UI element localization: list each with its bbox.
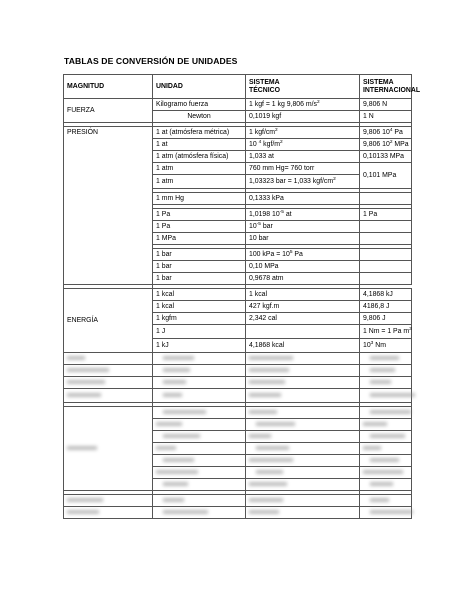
cell-internacional: 1 N — [360, 111, 412, 123]
cell-unidad: 1 bar — [153, 273, 246, 285]
header-sistema-tecnico — [246, 75, 360, 99]
blurred-text — [249, 458, 293, 462]
blurred-text — [163, 393, 182, 397]
cell-text-tail: MPa — [392, 140, 409, 148]
blurred-text — [249, 482, 287, 486]
blurred-text — [256, 446, 289, 450]
cell-tecnico — [246, 249, 360, 261]
cell-tecnico — [246, 139, 360, 151]
header-internacional-line1: SISTEMA — [363, 78, 394, 86]
cell-superscript: -5 — [279, 209, 284, 215]
cell-tecnico: 0,1333 kPa — [246, 193, 360, 205]
cell-tecnico: 2,342 cal — [246, 313, 360, 325]
cell-tecnico — [246, 99, 360, 111]
cell-superscript: 3 — [409, 326, 412, 332]
cell-text-tail: Pa — [392, 128, 403, 136]
blurred-text — [67, 446, 97, 450]
blurred-text — [370, 458, 399, 462]
cell-text: 9,806 10 — [363, 128, 390, 136]
blurred-text — [249, 434, 271, 438]
cell-superscript: -5 — [256, 221, 261, 227]
cell-unidad: Newton — [153, 111, 246, 123]
blurred-text — [249, 393, 281, 397]
header-tecnico-line1: SISTEMA — [249, 78, 280, 86]
cell-superscript: 2 — [389, 139, 393, 145]
magnitud-presion: PRESIÓN — [64, 127, 153, 285]
cell-unidad: 1 atm — [153, 163, 246, 175]
blurred-text — [370, 482, 393, 486]
blurred-text — [249, 410, 277, 414]
cell-internacional: 4186,8 J — [360, 301, 412, 313]
blurred-text — [249, 380, 285, 384]
cell-internacional: 1 Pa — [360, 209, 412, 221]
blurred-text — [163, 356, 194, 360]
cell-superscript: 2 — [280, 139, 283, 145]
blurred-text — [249, 368, 289, 372]
blurred-text — [363, 446, 381, 450]
cell-text: 1,03323 bar = 1,033 kgf/cm — [249, 177, 334, 185]
header-row — [64, 75, 412, 99]
cell-unidad: 1 Pa — [153, 221, 246, 233]
cell-text: 1,0198 10 — [249, 210, 280, 218]
cell-internacional — [360, 339, 412, 353]
cell-text: 10 — [363, 341, 371, 349]
blurred-text — [156, 470, 198, 474]
blurred-text — [370, 410, 411, 414]
cell-unidad: 1 bar — [153, 249, 246, 261]
cell-superscript: 2 — [333, 176, 336, 182]
cell-tecnico: 10 bar — [246, 233, 360, 245]
cell-internacional: 4,1868 kJ — [360, 289, 412, 301]
cell-superscript: 5 — [289, 249, 293, 255]
blurred-text — [163, 434, 200, 438]
cell-tecnico: 1 kcal — [246, 289, 360, 301]
cell-internacional — [360, 273, 412, 285]
cell-tecnico: 427 kgf.m — [246, 301, 360, 313]
cell-text: 10 — [249, 140, 259, 148]
blurred-text — [67, 368, 109, 372]
blurred-text — [163, 368, 190, 372]
cell-superscript: 4 — [258, 139, 262, 145]
blurred-text — [67, 510, 99, 514]
cell-text-tail: bar — [260, 222, 273, 230]
cell-internacional — [360, 233, 412, 245]
magnitud-energia: ENERGÍA — [64, 289, 153, 353]
blurred-text — [163, 498, 184, 502]
blurred-text — [163, 482, 188, 486]
blurred-text — [163, 458, 194, 462]
cell-tecnico: 1,033 at — [246, 151, 360, 163]
blurred-text — [163, 410, 206, 414]
table-row — [64, 99, 412, 111]
page-title: TABLAS DE CONVERSIÓN DE UNIDADES — [64, 56, 238, 66]
cell-internacional — [360, 249, 412, 261]
blurred-text — [370, 393, 415, 397]
cell-internacional: 0,10133 MPa — [360, 151, 412, 163]
cell-tecnico: 4,1868 kcal — [246, 339, 360, 353]
cell-text-tail: Pa — [292, 250, 303, 258]
cell-internacional: 9,806 J — [360, 313, 412, 325]
header-sistema-internacional — [360, 75, 421, 99]
blurred-text — [370, 368, 395, 372]
cell-text: 10 — [249, 222, 257, 230]
cell-unidad: 1 at — [153, 139, 246, 151]
blurred-text — [156, 446, 176, 450]
blurred-text — [249, 510, 279, 514]
magnitud-fuerza: FUERZA — [64, 99, 153, 123]
cell-text: 100 kPa = 10 — [249, 250, 290, 258]
cell-internacional — [360, 139, 412, 151]
header-internacional-line2: INTERNACIONAL — [363, 86, 421, 94]
cell-text-tail: Nm — [373, 341, 386, 349]
header-magnitud: MAGNITUD — [64, 75, 153, 99]
cell-text: 9,806 10 — [363, 140, 390, 148]
blurred-row — [64, 407, 412, 419]
blurred-text — [156, 422, 182, 426]
blurred-row — [64, 495, 412, 507]
blurred-text — [256, 470, 283, 474]
blurred-text — [363, 422, 387, 426]
blurred-text — [370, 498, 389, 502]
header-unidad: UNIDAD — [153, 75, 246, 99]
cell-text: 1 kgf = 1 kg 9,806 m/s — [249, 100, 317, 108]
blurred-text — [67, 498, 103, 502]
cell-text-tail: at — [283, 210, 292, 218]
blurred-row — [64, 389, 412, 403]
cell-unidad: 1 Pa — [153, 209, 246, 221]
blurred-row — [64, 507, 412, 519]
cell-unidad: 1 kcal — [153, 301, 246, 313]
blurred-text — [67, 380, 105, 384]
blurred-text — [67, 393, 101, 397]
cell-unidad: 1 kcal — [153, 289, 246, 301]
cell-unidad: 1 MPa — [153, 233, 246, 245]
cell-text-tail: kgf/m — [261, 140, 281, 148]
blurred-text — [163, 380, 186, 384]
cell-unidad: 1 bar — [153, 261, 246, 273]
blurred-row — [64, 377, 412, 389]
cell-superscript: 2 — [317, 99, 320, 105]
cell-unidad: 1 at (atmósfera métrica) — [153, 127, 246, 139]
cell-tecnico: 760 mm Hg= 760 torr — [246, 163, 360, 175]
header-tecnico-line2: TÉCNICO — [249, 86, 281, 94]
blurred-row — [64, 365, 412, 377]
conversion-table — [63, 74, 421, 519]
cell-internacional — [360, 127, 412, 139]
cell-unidad: 1 mm Hg — [153, 193, 246, 205]
blurred-text — [370, 356, 399, 360]
cell-internacional — [360, 193, 412, 205]
cell-tecnico: 0,1019 kgf — [246, 111, 360, 123]
blurred-text — [249, 498, 283, 502]
cell-text: 1 Nm = 1 Pa m — [363, 327, 410, 335]
cell-tecnico — [246, 221, 360, 233]
table-row — [64, 289, 412, 301]
cell-tecnico — [246, 209, 360, 221]
cell-text: 1 kgf/cm — [249, 128, 276, 136]
blurred-text — [67, 356, 85, 360]
cell-tecnico: 0,10 MPa — [246, 261, 360, 273]
blurred-text — [249, 356, 293, 360]
blurred-text — [256, 422, 295, 426]
cell-internacional — [360, 261, 412, 273]
blurred-text — [363, 470, 403, 474]
cell-unidad: 1 atm (atmósfera física) — [153, 151, 246, 163]
blurred-text — [370, 434, 405, 438]
cell-internacional: 0,101 MPa — [360, 163, 412, 189]
cell-superscript: 3 — [370, 340, 374, 346]
blurred-text — [370, 510, 413, 514]
table-row — [64, 127, 412, 139]
blurred-text — [163, 510, 208, 514]
cell-superscript: 4 — [389, 127, 393, 133]
cell-unidad: 1 kgfm — [153, 313, 246, 325]
blurred-row — [64, 353, 412, 365]
blurred-text — [370, 380, 391, 384]
cell-unidad: 1 kJ — [153, 339, 246, 353]
cell-unidad: 1 J — [153, 325, 246, 339]
cell-internacional — [360, 325, 412, 339]
cell-unidad: Kilogramo fuerza — [153, 99, 246, 111]
cell-tecnico — [246, 127, 360, 139]
cell-tecnico — [246, 175, 360, 189]
cell-internacional — [360, 221, 412, 233]
cell-tecnico: 0,9678 atm — [246, 273, 360, 285]
cell-unidad: 1 atm — [153, 175, 246, 189]
cell-superscript: 2 — [275, 127, 278, 133]
cell-tecnico — [246, 325, 360, 339]
cell-internacional: 9,806 N — [360, 99, 412, 111]
